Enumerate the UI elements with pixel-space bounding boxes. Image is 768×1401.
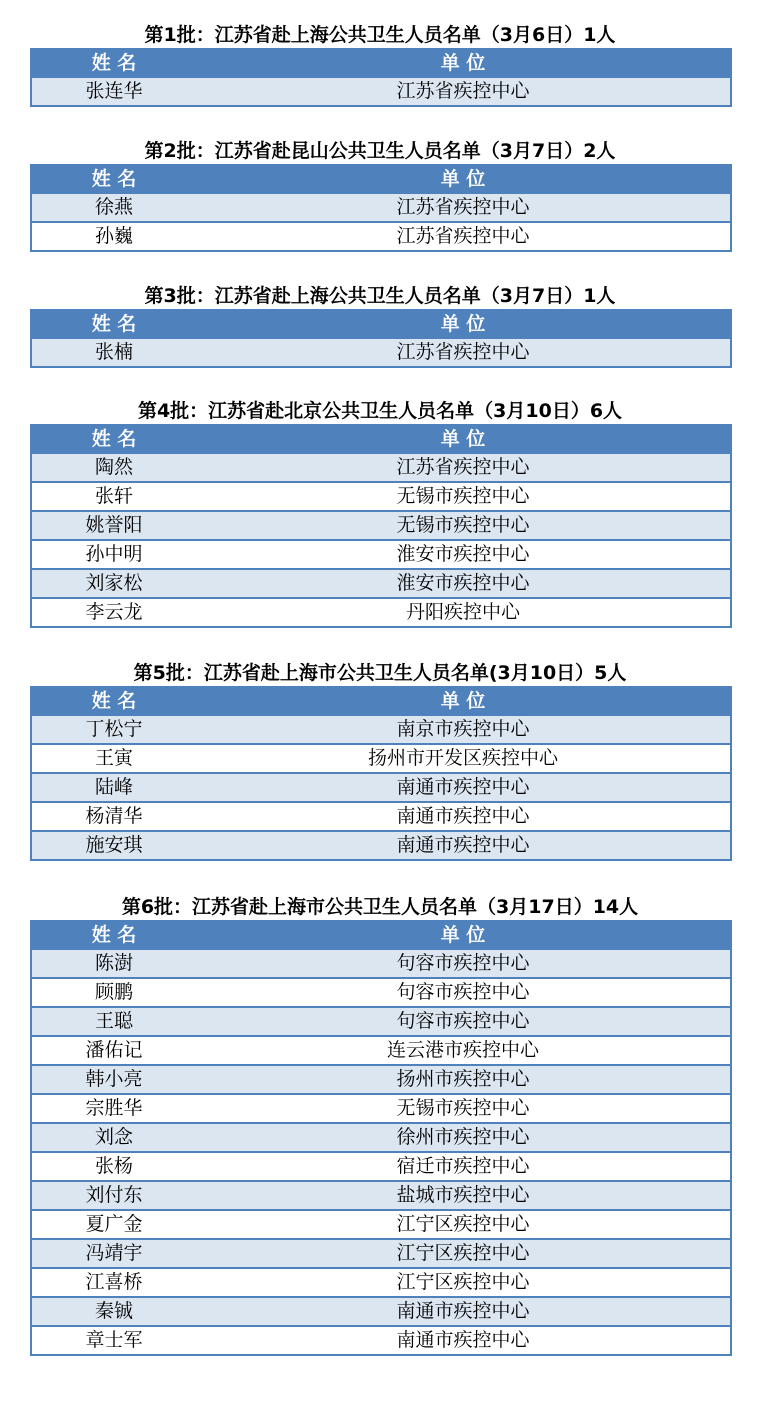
batch-section-1 <box>30 22 730 107</box>
roster-table <box>30 686 732 861</box>
unit-cell: 句容市疾控中心 <box>196 1007 731 1036</box>
person-name-cell: 夏广金 <box>31 1210 196 1239</box>
person-name-cell: 刘家松 <box>31 569 196 598</box>
table-row <box>31 1065 731 1094</box>
column-header-unit: 单 位 <box>196 687 731 715</box>
batch-title: 第3批：江苏省赴上海公共卫生人员名单（3月7日）1人 <box>144 285 616 307</box>
table-row <box>31 1297 731 1326</box>
unit-cell: 无锡市疾控中心 <box>196 511 731 540</box>
column-header-unit: 单 位 <box>196 921 731 949</box>
unit-cell: 淮安市疾控中心 <box>196 540 731 569</box>
unit-cell: 南通市疾控中心 <box>196 831 731 860</box>
table-row <box>31 77 731 106</box>
person-name-cell: 施安琪 <box>31 831 196 860</box>
person-name-cell: 潘佑记 <box>31 1036 196 1065</box>
roster-table <box>30 48 732 107</box>
person-name-cell: 江喜桥 <box>31 1268 196 1297</box>
person-name-cell: 王聪 <box>31 1007 196 1036</box>
table-row <box>31 338 731 367</box>
unit-cell: 句容市疾控中心 <box>196 978 731 1007</box>
person-name-cell: 李云龙 <box>31 598 196 627</box>
person-name-cell: 张楠 <box>31 338 196 367</box>
unit-cell: 南京市疾控中心 <box>196 715 731 744</box>
unit-cell: 扬州市疾控中心 <box>196 1065 731 1094</box>
roster-table <box>30 309 732 368</box>
column-header-name: 姓 名 <box>31 165 196 193</box>
unit-cell: 南通市疾控中心 <box>196 1297 731 1326</box>
table-row <box>31 978 731 1007</box>
person-name-cell: 刘付东 <box>31 1181 196 1210</box>
table-header-row <box>31 310 731 338</box>
batch-section-4 <box>30 398 730 628</box>
person-name-cell: 陶然 <box>31 453 196 482</box>
person-name-cell: 张杨 <box>31 1152 196 1181</box>
table-row <box>31 715 731 744</box>
table-row <box>31 1007 731 1036</box>
roster-table <box>30 164 732 252</box>
table-header-row <box>31 49 731 77</box>
unit-cell: 徐州市疾控中心 <box>196 1123 731 1152</box>
unit-cell: 江苏省疾控中心 <box>196 77 731 106</box>
unit-cell: 江苏省疾控中心 <box>196 222 731 251</box>
column-header-name: 姓 名 <box>31 425 196 453</box>
table-row <box>31 802 731 831</box>
table-header-row <box>31 425 731 453</box>
unit-cell: 江苏省疾控中心 <box>196 453 731 482</box>
batch-title: 第6批：江苏省赴上海市公共卫生人员名单（3月17日）14人 <box>121 896 639 918</box>
person-name-cell: 张连华 <box>31 77 196 106</box>
table-row <box>31 949 731 978</box>
unit-cell: 无锡市疾控中心 <box>196 482 731 511</box>
column-header-unit: 单 位 <box>196 165 731 193</box>
unit-cell: 江宁区疾控中心 <box>196 1210 731 1239</box>
table-row <box>31 1152 731 1181</box>
unit-cell: 南通市疾控中心 <box>196 773 731 802</box>
batch-section-3 <box>30 283 730 368</box>
unit-cell: 南通市疾控中心 <box>196 1326 731 1355</box>
table-row <box>31 1094 731 1123</box>
table-row <box>31 540 731 569</box>
person-name-cell: 丁松宁 <box>31 715 196 744</box>
table-row <box>31 569 731 598</box>
person-name-cell: 徐燕 <box>31 193 196 222</box>
column-header-name: 姓 名 <box>31 49 196 77</box>
unit-cell: 江宁区疾控中心 <box>196 1268 731 1297</box>
table-row <box>31 773 731 802</box>
roster-table <box>30 424 732 628</box>
table-row <box>31 1036 731 1065</box>
batch-title: 第5批：江苏省赴上海市公共卫生人员名单(3月10日）5人 <box>133 662 627 684</box>
unit-cell: 丹阳疾控中心 <box>196 598 731 627</box>
person-name-cell: 陈澍 <box>31 949 196 978</box>
roster-table <box>30 920 732 1356</box>
table-row <box>31 193 731 222</box>
table-row <box>31 1123 731 1152</box>
unit-cell: 句容市疾控中心 <box>196 949 731 978</box>
person-name-cell: 秦铖 <box>31 1297 196 1326</box>
unit-cell: 江苏省疾控中心 <box>196 338 731 367</box>
table-header-row <box>31 165 731 193</box>
batch-title: 第2批：江苏省赴昆山公共卫生人员名单（3月7日）2人 <box>144 140 616 162</box>
column-header-unit: 单 位 <box>196 425 731 453</box>
column-header-unit: 单 位 <box>196 49 731 77</box>
column-header-name: 姓 名 <box>31 687 196 715</box>
table-row <box>31 1210 731 1239</box>
column-header-name: 姓 名 <box>31 310 196 338</box>
person-name-cell: 冯靖宇 <box>31 1239 196 1268</box>
person-name-cell: 顾鹏 <box>31 978 196 1007</box>
unit-cell: 盐城市疾控中心 <box>196 1181 731 1210</box>
table-row <box>31 1181 731 1210</box>
person-name-cell: 孙巍 <box>31 222 196 251</box>
table-header-row <box>31 687 731 715</box>
table-row <box>31 598 731 627</box>
batch-title: 第1批：江苏省赴上海公共卫生人员名单（3月6日）1人 <box>144 24 616 46</box>
person-name-cell: 陆峰 <box>31 773 196 802</box>
unit-cell: 连云港市疾控中心 <box>196 1036 731 1065</box>
person-name-cell: 韩小亮 <box>31 1065 196 1094</box>
unit-cell: 江苏省疾控中心 <box>196 193 731 222</box>
column-header-name: 姓 名 <box>31 921 196 949</box>
batch-title: 第4批：江苏省赴北京公共卫生人员名单（3月10日）6人 <box>137 400 623 422</box>
batch-section-6 <box>30 894 730 1356</box>
table-row <box>31 1326 731 1355</box>
person-name-cell: 孙中明 <box>31 540 196 569</box>
table-row <box>31 222 731 251</box>
person-name-cell: 杨清华 <box>31 802 196 831</box>
column-header-unit: 单 位 <box>196 310 731 338</box>
table-row <box>31 453 731 482</box>
person-name-cell: 姚誉阳 <box>31 511 196 540</box>
table-row <box>31 744 731 773</box>
unit-cell: 扬州市开发区疾控中心 <box>196 744 731 773</box>
person-name-cell: 王寅 <box>31 744 196 773</box>
unit-cell: 南通市疾控中心 <box>196 802 731 831</box>
person-name-cell: 章士军 <box>31 1326 196 1355</box>
unit-cell: 宿迁市疾控中心 <box>196 1152 731 1181</box>
unit-cell: 无锡市疾控中心 <box>196 1094 731 1123</box>
table-row <box>31 511 731 540</box>
batch-section-2 <box>30 138 730 252</box>
table-header-row <box>31 921 731 949</box>
person-name-cell: 宗胜华 <box>31 1094 196 1123</box>
batch-section-5 <box>30 660 730 861</box>
table-row <box>31 482 731 511</box>
person-name-cell: 刘念 <box>31 1123 196 1152</box>
unit-cell: 淮安市疾控中心 <box>196 569 731 598</box>
person-name-cell: 张轩 <box>31 482 196 511</box>
unit-cell: 江宁区疾控中心 <box>196 1239 731 1268</box>
table-row <box>31 1239 731 1268</box>
table-row <box>31 1268 731 1297</box>
table-row <box>31 831 731 860</box>
